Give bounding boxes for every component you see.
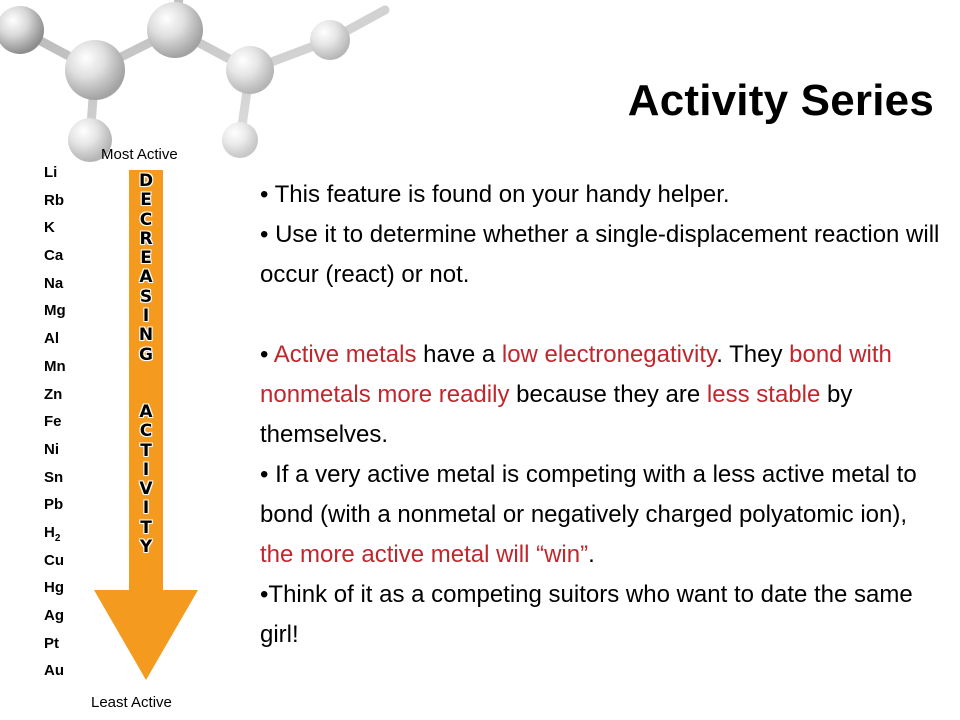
element-symbol: H [44, 523, 55, 541]
element-symbol: Pb [44, 496, 64, 514]
element-symbol: Li [44, 164, 58, 181]
body-text: . They [716, 341, 790, 368]
body-text: • This feature is found on your handy helper. [260, 181, 730, 208]
element-item [44, 191, 66, 219]
element-item [44, 218, 66, 246]
element-symbol: Hg [44, 579, 64, 597]
element-item [44, 495, 66, 523]
element-symbol: Rb [44, 191, 64, 209]
element-symbol: Ni [44, 440, 59, 458]
arrow-letter: G [139, 344, 153, 365]
element-symbol: Cu [44, 551, 64, 569]
arrow-letter: I [142, 459, 150, 480]
element-symbol: Au [44, 662, 64, 680]
element-symbol: Zn [44, 385, 63, 403]
slide-body [260, 175, 940, 655]
arrow-letter: E [140, 248, 152, 269]
element-item [44, 523, 66, 551]
element-item [44, 551, 66, 579]
element-item [44, 412, 66, 440]
highlighted-text: Active metals [273, 341, 417, 368]
bullet-paragraph [260, 575, 940, 655]
activity-series-list [44, 163, 66, 689]
element-symbol: Pt [44, 634, 59, 652]
element-symbol: Fe [44, 413, 62, 431]
element-item [44, 468, 66, 496]
body-text: . [588, 541, 595, 568]
arrow-letter: T [140, 440, 152, 461]
arrow-label [94, 172, 198, 557]
element-symbol: Na [44, 274, 64, 292]
arrow-letter: V [139, 479, 153, 500]
arrow-letter: A [139, 267, 153, 288]
body-text: •Think of it as a competing suitors who want to date the same girl! [260, 581, 913, 648]
element-item [44, 274, 66, 302]
element-symbol: Mn [44, 357, 66, 375]
arrow-letter: E [140, 190, 152, 211]
body-text: by themselves. [260, 381, 853, 448]
arrow-letter: A [139, 401, 153, 422]
element-symbol: K [44, 219, 55, 237]
most-active-label: Most Active [101, 146, 178, 163]
arrow-letter: S [139, 286, 153, 307]
arrow-letter: N [138, 325, 154, 346]
element-item [44, 385, 66, 413]
element-subscript: 2 [54, 532, 61, 544]
arrow-letter: Y [139, 537, 153, 558]
bullet-paragraph [260, 175, 940, 215]
least-active-label: Least Active [91, 694, 172, 711]
highlighted-text: the more active metal will “win” [260, 541, 589, 568]
body-text: • If a very active metal is competing with a less active metal to bond (with a nonmetal or negatively charged polyatomic ion), [260, 461, 917, 528]
element-item [44, 357, 66, 385]
bullet-paragraph [260, 335, 940, 455]
bullet-paragraph [260, 455, 940, 575]
element-item [44, 329, 66, 357]
arrow-letter: C [139, 209, 153, 230]
arrow-word-gap [94, 365, 198, 403]
element-symbol: Ag [44, 607, 64, 624]
bullet-paragraph [260, 215, 940, 295]
element-item [44, 440, 66, 468]
paragraph-spacer [260, 295, 940, 335]
body-text: • Use it to determine whether a single-displacement reaction will occur (react) or not. [260, 221, 940, 288]
element-symbol: Mg [44, 302, 66, 320]
highlighted-text: less stable [706, 381, 821, 408]
body-text: • [260, 341, 274, 368]
element-item [44, 606, 66, 634]
arrow-letter: I [142, 306, 150, 327]
arrow-letter: D [138, 171, 154, 191]
highlighted-text: bond with nonmetals more readily [260, 341, 892, 408]
element-item [44, 634, 66, 662]
element-symbol: Al [44, 330, 59, 348]
element-item [44, 301, 66, 329]
element-item [44, 246, 66, 274]
element-item [44, 163, 66, 191]
highlighted-text: low electronegativity [501, 341, 717, 368]
element-item [44, 661, 66, 689]
arrow-letter: I [142, 498, 150, 519]
element-symbol: Sn [44, 468, 64, 486]
element-symbol: Ca [44, 247, 64, 265]
molecule-decoration [0, 0, 400, 190]
arrow-letter: C [139, 421, 153, 442]
element-item [44, 578, 66, 606]
arrow-letter: T [140, 517, 152, 538]
slide-title: Activity Series [627, 76, 934, 125]
arrow-letter: R [139, 228, 153, 249]
body-text: have a [416, 341, 502, 368]
body-text: because they are [509, 381, 707, 408]
